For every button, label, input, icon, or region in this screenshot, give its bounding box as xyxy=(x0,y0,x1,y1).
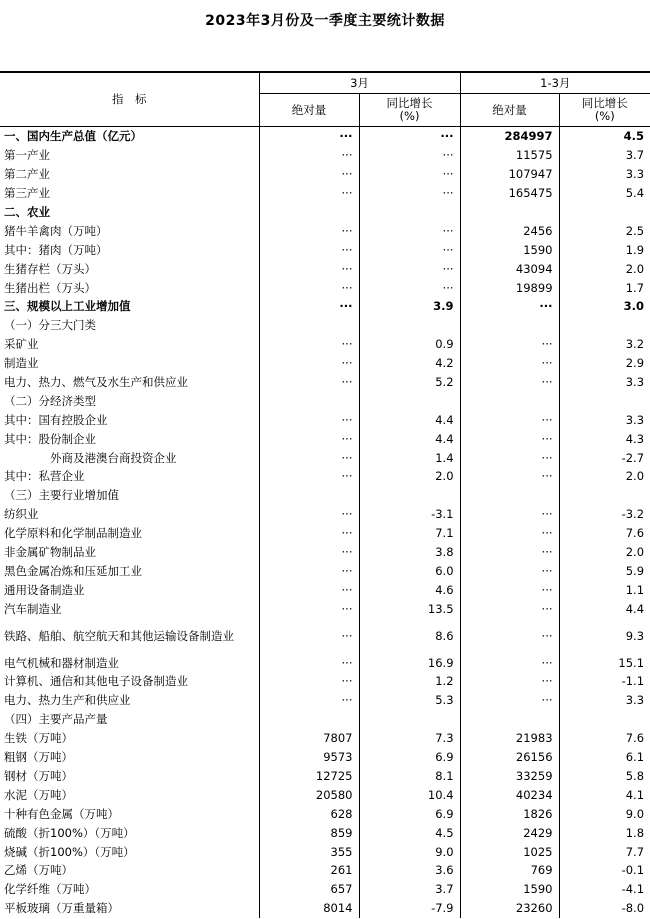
q1-growth-cell: 1.7 xyxy=(625,280,645,295)
march-abs-cell: ··· xyxy=(259,127,359,146)
table-row xyxy=(0,354,650,373)
table-row xyxy=(0,146,650,165)
row-label: （四）主要产品产量 xyxy=(0,710,259,729)
q1-abs-cell: ··· xyxy=(460,691,559,710)
row-label: 铁路、船舶、航空航天和其他运输设备制造业 xyxy=(0,618,259,653)
row-label: 生铁（万吨） xyxy=(0,729,259,748)
march-abs-cell: ··· xyxy=(259,599,359,618)
row-label: 平板玻璃（万重量箱） xyxy=(0,899,259,918)
q1-abs-cell: ··· xyxy=(460,561,559,580)
march-growth-cell: 6.0 xyxy=(359,561,460,580)
q1-growth-cell: 9.3 xyxy=(625,628,645,643)
table-row xyxy=(0,672,650,691)
growth-header-line1: 同比增长 xyxy=(581,96,628,110)
q1-abs-cell: ··· xyxy=(460,448,559,467)
q1-abs-cell: ··· xyxy=(460,410,559,429)
march-growth-cell: 8.1 xyxy=(359,767,460,786)
march-growth-cell: 7.1 xyxy=(359,524,460,543)
march-growth-cell: 16.9 xyxy=(359,653,460,672)
row-label: 化学纤维（万吨） xyxy=(0,880,259,899)
q1-growth-cell: 1.1 xyxy=(625,582,645,597)
row-label: 纺织业 xyxy=(0,505,259,524)
table-row xyxy=(0,221,650,240)
q1-abs-cell: ··· xyxy=(460,618,559,653)
table-row xyxy=(0,823,650,842)
march-growth-cell: 0.9 xyxy=(359,335,460,354)
q1-abs-cell xyxy=(460,203,559,222)
march-growth-cell: 3.8 xyxy=(359,543,460,562)
row-label: 其中：股份制企业 xyxy=(0,429,259,448)
q1-growth-cell: 5.4 xyxy=(625,186,645,201)
q1-abs-cell: 11575 xyxy=(460,146,559,165)
q1-abs-header: 绝对量 xyxy=(460,94,559,127)
q1-growth-cell: 3.3 xyxy=(625,693,645,708)
q1-growth-cell xyxy=(559,391,650,410)
march-abs-cell: 9573 xyxy=(259,748,359,767)
table-row xyxy=(0,203,650,222)
q1-abs-cell: 107947 xyxy=(460,165,559,184)
q1-growth-cell: 3.3 xyxy=(625,375,645,390)
q1-growth-cell: 5.9 xyxy=(625,563,645,578)
table-row xyxy=(0,543,650,562)
q1-growth-cell: -4.1 xyxy=(621,882,645,897)
march-growth-cell: 1.2 xyxy=(359,672,460,691)
table-row xyxy=(0,505,650,524)
row-label: 汽车制造业 xyxy=(0,599,259,618)
table-row xyxy=(0,240,650,259)
q1-abs-cell: ··· xyxy=(460,505,559,524)
march-abs-cell: ··· xyxy=(259,561,359,580)
q1-growth-cell: 4.3 xyxy=(625,431,645,446)
q1-abs-cell: 769 xyxy=(460,861,559,880)
march-abs-cell: ··· xyxy=(259,467,359,486)
row-label: 制造业 xyxy=(0,354,259,373)
row-label: （二）分经济类型 xyxy=(0,391,259,410)
march-abs-cell: ··· xyxy=(259,448,359,467)
q1-abs-cell: 1025 xyxy=(460,842,559,861)
q1-growth-cell: 4.1 xyxy=(625,787,645,802)
row-label: 其中：国有控股企业 xyxy=(0,410,259,429)
q1-growth-cell: 3.3 xyxy=(625,412,645,427)
march-growth-cell: ··· xyxy=(359,127,460,146)
row-label: 计算机、通信和其他电子设备制造业 xyxy=(0,672,259,691)
march-growth-cell: 3.9 xyxy=(359,297,460,316)
march-abs-cell: 261 xyxy=(259,861,359,880)
document-title: 2023年3月份及一季度主要统计数据 xyxy=(205,13,445,29)
q1-growth-cell: 2.0 xyxy=(625,545,645,560)
row-label: 第三产业 xyxy=(0,184,259,203)
row-label: 硫酸（折100%）（万吨） xyxy=(0,823,259,842)
q1-abs-cell: ··· xyxy=(460,524,559,543)
march-abs-cell: ··· xyxy=(259,146,359,165)
row-label: 电力、热力生产和供应业 xyxy=(0,691,259,710)
row-label: 三、规模以上工业增加值 xyxy=(0,297,259,316)
march-growth-cell: 10.4 xyxy=(359,785,460,804)
table-row xyxy=(0,429,650,448)
table-row xyxy=(0,785,650,804)
march-abs-cell: 20580 xyxy=(259,785,359,804)
row-label: 其中：猪肉（万吨） xyxy=(0,240,259,259)
march-abs-cell: ··· xyxy=(259,653,359,672)
table-row xyxy=(0,184,650,203)
q1-abs-cell: ··· xyxy=(460,599,559,618)
march-growth-cell: 7.3 xyxy=(359,729,460,748)
march-abs-cell: ··· xyxy=(259,429,359,448)
march-growth-cell: ··· xyxy=(359,259,460,278)
q1-growth-cell: 3.3 xyxy=(625,167,645,182)
q1-growth-cell: -1.1 xyxy=(621,674,645,689)
table-header xyxy=(0,72,650,127)
march-abs-cell: 12725 xyxy=(259,767,359,786)
table-row xyxy=(0,335,650,354)
q1-abs-cell: ··· xyxy=(460,297,559,316)
march-growth-cell: 4.4 xyxy=(359,410,460,429)
q1-growth-cell: 5.8 xyxy=(625,768,645,783)
march-abs-cell: ··· xyxy=(259,505,359,524)
q1-growth-cell: 4.5 xyxy=(623,129,645,144)
table-row xyxy=(0,467,650,486)
march-abs-cell xyxy=(259,391,359,410)
march-abs-cell: ··· xyxy=(259,672,359,691)
row-label: 钢材（万吨） xyxy=(0,767,259,786)
table-row xyxy=(0,767,650,786)
q1-growth-cell: -2.7 xyxy=(621,450,645,465)
q1-abs-cell: ··· xyxy=(460,672,559,691)
row-label: 生猪存栏（万头） xyxy=(0,259,259,278)
table-row xyxy=(0,653,650,672)
q1-abs-cell: 1590 xyxy=(460,880,559,899)
march-abs-cell xyxy=(259,203,359,222)
q1-abs-cell: 43094 xyxy=(460,259,559,278)
march-abs-cell: ··· xyxy=(259,691,359,710)
q1-growth-cell: 1.9 xyxy=(625,242,645,257)
march-growth-cell: ··· xyxy=(359,221,460,240)
row-label: 猪牛羊禽肉（万吨） xyxy=(0,221,259,240)
march-growth-cell xyxy=(359,710,460,729)
march-growth-cell: 4.5 xyxy=(359,823,460,842)
march-growth-cell: 5.2 xyxy=(359,373,460,392)
q1-growth-cell: 2.5 xyxy=(625,223,645,238)
march-abs-cell: ··· xyxy=(259,278,359,297)
table-row xyxy=(0,580,650,599)
march-growth-cell xyxy=(359,391,460,410)
table-row xyxy=(0,899,650,918)
q1-abs-cell: ··· xyxy=(460,373,559,392)
q1-abs-cell xyxy=(460,486,559,505)
march-abs-cell: ··· xyxy=(259,410,359,429)
q1-growth-cell: -3.2 xyxy=(621,507,645,522)
q1-growth-cell: 4.4 xyxy=(625,601,645,616)
q1-growth-cell: 6.1 xyxy=(625,750,645,765)
march-abs-cell: ··· xyxy=(259,221,359,240)
q1-growth-cell: 2.0 xyxy=(625,261,645,276)
march-growth-cell: 4.6 xyxy=(359,580,460,599)
march-abs-cell xyxy=(259,316,359,335)
march-growth-cell: ··· xyxy=(359,240,460,259)
q1-abs-cell: 165475 xyxy=(460,184,559,203)
q1-abs-cell: 1590 xyxy=(460,240,559,259)
table-row xyxy=(0,729,650,748)
table-body xyxy=(0,127,650,918)
march-abs-cell xyxy=(259,486,359,505)
march-growth-cell: 1.4 xyxy=(359,448,460,467)
q1-growth-cell: 7.7 xyxy=(625,844,645,859)
table-row xyxy=(0,748,650,767)
table-row xyxy=(0,297,650,316)
march-abs-cell xyxy=(259,710,359,729)
row-label: 黑色金属冶炼和压延加工业 xyxy=(0,561,259,580)
march-abs-header: 绝对量 xyxy=(259,94,359,127)
table-row xyxy=(0,524,650,543)
growth-header-line2: (%) xyxy=(594,109,615,123)
q1-abs-cell: ··· xyxy=(460,653,559,672)
march-growth-cell: 2.0 xyxy=(359,467,460,486)
table-row xyxy=(0,691,650,710)
march-growth-cell: 6.9 xyxy=(359,748,460,767)
march-abs-cell: 859 xyxy=(259,823,359,842)
march-abs-cell: ··· xyxy=(259,543,359,562)
march-abs-cell: 355 xyxy=(259,842,359,861)
table-row xyxy=(0,316,650,335)
q1-abs-cell: 23260 xyxy=(460,899,559,918)
q1-growth-cell: 2.9 xyxy=(625,356,645,371)
march-growth-cell: 4.2 xyxy=(359,354,460,373)
march-group-header: 3月 xyxy=(259,72,460,94)
march-growth-cell: 3.6 xyxy=(359,861,460,880)
row-label: 一、国内生产总值（亿元） xyxy=(0,127,259,146)
march-abs-cell: 628 xyxy=(259,804,359,823)
march-growth-cell: 13.5 xyxy=(359,599,460,618)
q1-abs-cell: 2429 xyxy=(460,823,559,842)
q1-abs-cell: 1826 xyxy=(460,804,559,823)
march-growth-cell: ··· xyxy=(359,165,460,184)
row-label: 粗钢（万吨） xyxy=(0,748,259,767)
table-row xyxy=(0,448,650,467)
q1-growth-cell: 3.0 xyxy=(623,299,645,314)
march-abs-cell: 8014 xyxy=(259,899,359,918)
table-row xyxy=(0,486,650,505)
q1-abs-cell: 26156 xyxy=(460,748,559,767)
q1-growth-cell: -8.0 xyxy=(621,901,645,916)
row-label: 二、农业 xyxy=(0,203,259,222)
row-label: 非金属矿物制品业 xyxy=(0,543,259,562)
row-label: 生猪出栏（万头） xyxy=(0,278,259,297)
march-abs-cell: ··· xyxy=(259,240,359,259)
march-abs-cell: 657 xyxy=(259,880,359,899)
q1-growth-cell xyxy=(559,316,650,335)
table-row xyxy=(0,561,650,580)
indicator-header: 指 标 xyxy=(0,72,259,127)
q1-abs-cell xyxy=(460,316,559,335)
march-growth-cell: ··· xyxy=(359,184,460,203)
row-label: 采矿业 xyxy=(0,335,259,354)
q1-abs-cell xyxy=(460,710,559,729)
march-growth-header xyxy=(359,94,460,127)
q1-abs-cell: ··· xyxy=(460,543,559,562)
march-abs-cell: ··· xyxy=(259,259,359,278)
march-growth-cell: 5.3 xyxy=(359,691,460,710)
march-growth-cell: -7.9 xyxy=(359,899,460,918)
row-label: 第二产业 xyxy=(0,165,259,184)
q1-growth-cell: 7.6 xyxy=(625,526,645,541)
row-label: 化学原料和化学制品制造业 xyxy=(0,524,259,543)
q1-growth-cell: 3.7 xyxy=(625,148,645,163)
march-growth-cell xyxy=(359,203,460,222)
march-abs-cell: ··· xyxy=(259,354,359,373)
q1-growth-cell: -0.1 xyxy=(621,863,645,878)
march-growth-cell: -3.1 xyxy=(359,505,460,524)
row-label: 烧碱（折100%）（万吨） xyxy=(0,842,259,861)
q1-abs-cell: 40234 xyxy=(460,785,559,804)
table-row xyxy=(0,804,650,823)
table-row xyxy=(0,599,650,618)
march-abs-cell: ··· xyxy=(259,165,359,184)
row-label: 乙烯（万吨） xyxy=(0,861,259,880)
table-row xyxy=(0,278,650,297)
q1-growth-cell: 1.8 xyxy=(625,825,645,840)
q1-growth-cell: 9.0 xyxy=(625,806,645,821)
q1-abs-cell xyxy=(460,391,559,410)
q1-growth-cell xyxy=(559,710,650,729)
march-abs-cell: ··· xyxy=(259,184,359,203)
march-abs-cell: ··· xyxy=(259,524,359,543)
march-growth-cell xyxy=(359,316,460,335)
q1-abs-cell: 33259 xyxy=(460,767,559,786)
growth-header-line2: (%) xyxy=(399,109,420,123)
march-abs-cell: ··· xyxy=(259,580,359,599)
table-row xyxy=(0,391,650,410)
row-label: 其中：私营企业 xyxy=(0,467,259,486)
q1-abs-cell: 2456 xyxy=(460,221,559,240)
row-label: 电力、热力、燃气及水生产和供应业 xyxy=(0,373,259,392)
q1-group-header: 1-3月 xyxy=(460,72,650,94)
q1-abs-cell: 284997 xyxy=(460,127,559,146)
table-row xyxy=(0,710,650,729)
q1-abs-cell: ··· xyxy=(460,429,559,448)
march-growth-cell: ··· xyxy=(359,278,460,297)
q1-abs-cell: 19899 xyxy=(460,278,559,297)
table-row xyxy=(0,842,650,861)
q1-growth-cell: 15.1 xyxy=(618,655,645,670)
march-growth-cell: 3.7 xyxy=(359,880,460,899)
march-growth-cell: 6.9 xyxy=(359,804,460,823)
q1-growth-cell: 3.2 xyxy=(625,337,645,352)
q1-abs-cell: ··· xyxy=(460,335,559,354)
row-label: 十种有色金属（万吨） xyxy=(0,804,259,823)
march-abs-cell: ··· xyxy=(259,297,359,316)
row-label: 水泥（万吨） xyxy=(0,785,259,804)
q1-growth-cell xyxy=(559,486,650,505)
growth-header-line1: 同比增长 xyxy=(386,96,433,110)
march-growth-cell: 4.4 xyxy=(359,429,460,448)
statistics-table xyxy=(0,71,650,918)
table-row xyxy=(0,618,650,653)
table-row xyxy=(0,880,650,899)
row-label: 通用设备制造业 xyxy=(0,580,259,599)
table-row xyxy=(0,373,650,392)
q1-abs-cell: ··· xyxy=(460,580,559,599)
march-abs-cell: ··· xyxy=(259,618,359,653)
q1-growth-header xyxy=(559,94,650,127)
march-growth-cell: 9.0 xyxy=(359,842,460,861)
q1-growth-cell xyxy=(559,203,650,222)
row-label: 电气机械和器材制造业 xyxy=(0,653,259,672)
table-row xyxy=(0,127,650,146)
march-growth-cell xyxy=(359,486,460,505)
row-label: （一）分三大门类 xyxy=(0,316,259,335)
row-label: 第一产业 xyxy=(0,146,259,165)
table-row xyxy=(0,259,650,278)
march-abs-cell: ··· xyxy=(259,373,359,392)
row-label: 外商及港澳台商投资企业 xyxy=(0,448,259,467)
table-row xyxy=(0,410,650,429)
q1-abs-cell: 21983 xyxy=(460,729,559,748)
march-growth-cell: ··· xyxy=(359,146,460,165)
march-abs-cell: ··· xyxy=(259,335,359,354)
q1-abs-cell: ··· xyxy=(460,467,559,486)
march-abs-cell: 7807 xyxy=(259,729,359,748)
q1-growth-cell: 7.6 xyxy=(625,731,645,746)
table-row xyxy=(0,165,650,184)
march-growth-cell: 8.6 xyxy=(359,618,460,653)
q1-abs-cell: ··· xyxy=(460,354,559,373)
q1-growth-cell: 2.0 xyxy=(625,469,645,484)
table-row xyxy=(0,861,650,880)
row-label: （三）主要行业增加值 xyxy=(0,486,259,505)
